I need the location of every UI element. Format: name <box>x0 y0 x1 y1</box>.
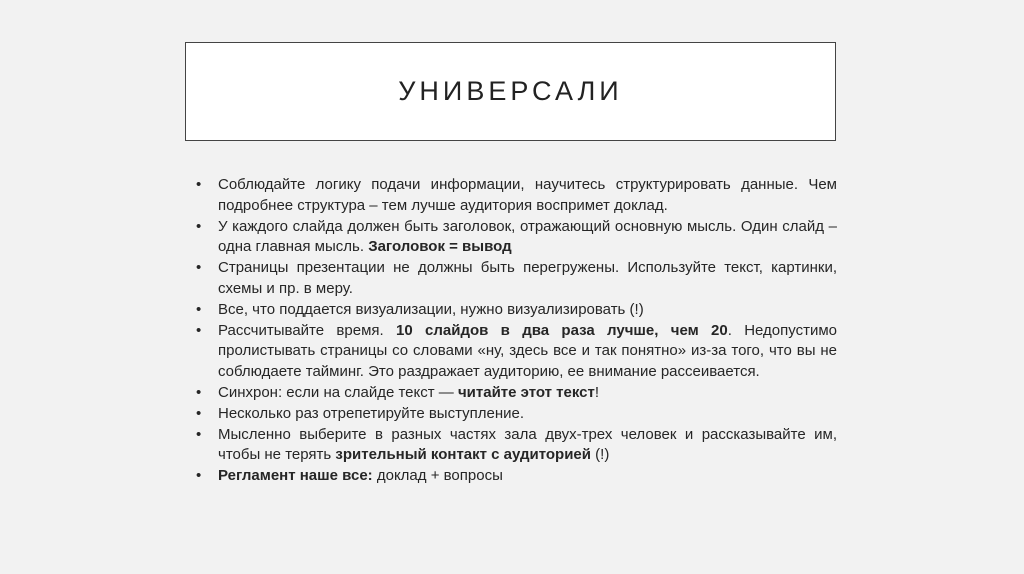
bullet-item <box>196 300 837 321</box>
bullet-text: . Недопустимо пролистывать страницы со словами «ну, здесь все и так понятно» из-за того, что вы не соблюдаете тайминг. Это раздражает аудиторию, ее внимание рассеивается. <box>218 321 838 381</box>
bullet-dot: • <box>196 259 202 277</box>
bullet-item <box>196 321 837 383</box>
bullet-item <box>196 466 837 487</box>
bullet-item <box>196 404 837 425</box>
bullet-item <box>196 425 837 467</box>
bullet-text: Соблюдайте логику подачи информации, научитесь структурировать данные. Чем подробнее структура – тем лучше аудитория воспримет доклад. <box>218 176 837 214</box>
bullet-item <box>196 175 837 217</box>
slide-title: УНИВЕРСАЛИ <box>398 76 623 106</box>
bullet-dot: • <box>196 300 202 318</box>
bullet-text: доклад + вопросы <box>372 467 503 485</box>
bullet-text: Несколько раз отрепетируйте выступление. <box>218 404 525 422</box>
bullet-dot: • <box>196 321 202 339</box>
bullet-text: Рассчитывайте время. <box>218 321 396 339</box>
bullet-item <box>196 217 837 259</box>
slide-content <box>196 175 837 487</box>
bullet-text: ! <box>594 383 600 401</box>
bullet-list <box>196 175 837 487</box>
bullet-dot: • <box>196 404 202 422</box>
bullet-dot: • <box>196 383 202 401</box>
bullet-dot: • <box>196 176 202 193</box>
bullet-text: Синхрон: если на слайде текст — <box>218 383 458 401</box>
bullet-text-bold: зрительный контакт с аудиторией <box>335 446 591 464</box>
bullet-text-bold: Заголовок = вывод <box>368 238 512 256</box>
bullet-text: Мысленно выберите в разных частях зала двух-трех человек и рассказывайте им, чтобы не терять <box>218 425 837 464</box>
bullet-dot: • <box>196 467 202 485</box>
bullet-text: Все, что поддается визуализации, нужно визуализировать (!) <box>218 300 644 318</box>
bullet-item <box>196 258 837 300</box>
bullet-dot: • <box>196 425 202 443</box>
bullet-text-bold: Регламент наше все: <box>218 467 373 485</box>
bullet-text: Страницы презентации не должны быть перегружены. Используйте текст, картинки, схемы и пр. в меру. <box>218 259 837 297</box>
bullet-item <box>196 383 837 404</box>
bullet-text: (!) <box>591 446 610 464</box>
bullet-text-bold: 10 слайдов в два раза лучше, чем 20 <box>396 321 728 339</box>
bullet-text-bold: читайте этот текст <box>457 383 595 401</box>
bullet-text: У каждого слайда должен быть заголовок, отражающий основную мысль. Один слайд – одна главная мысль. <box>218 217 837 256</box>
bullet-dot: • <box>196 217 202 235</box>
slide-title-box <box>185 42 836 141</box>
